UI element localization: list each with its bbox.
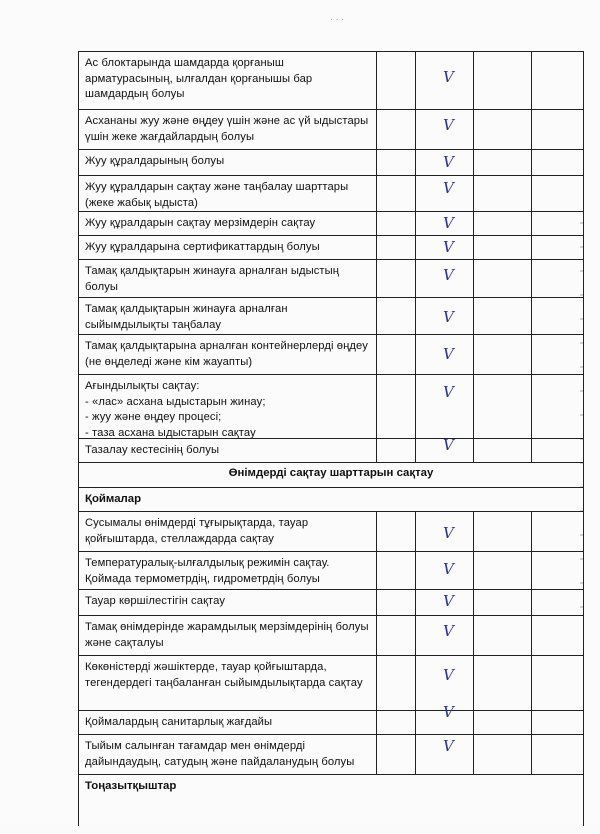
table-row xyxy=(79,259,583,297)
check-mark: V xyxy=(443,622,454,640)
subsection-title: Қоймалар xyxy=(85,493,142,505)
table-row xyxy=(79,438,583,462)
table-row xyxy=(79,149,583,175)
table-row xyxy=(79,297,583,334)
section-header-row xyxy=(79,462,583,487)
table-row xyxy=(79,615,583,655)
row-text: Жуу құралдарының болуы xyxy=(85,155,225,167)
row-text: Көкөністерді жәшіктерде, тауар қойғыштарда, тегендердегі таңбаланған сыйымдылықтарда сақтау xyxy=(85,661,363,689)
check-mark: V xyxy=(443,345,454,363)
row-text: Сусымалы өнімдерді тұғырықтарда, тауар қойғыштарда, стеллаждарда сақтау xyxy=(85,517,309,545)
check-mark: V xyxy=(443,560,454,578)
row-text: Жуу құралдарына сертификаттардың болуы xyxy=(85,241,320,253)
table-row xyxy=(79,334,583,374)
check-mark: V xyxy=(443,436,454,454)
check-mark: V xyxy=(443,68,454,86)
check-mark: V xyxy=(443,214,454,232)
check-mark: V xyxy=(443,666,454,684)
table-row xyxy=(79,734,583,774)
table-row xyxy=(79,51,583,109)
check-mark: V xyxy=(443,153,454,171)
table-row xyxy=(79,511,583,551)
table-row xyxy=(79,655,583,710)
check-mark: V xyxy=(443,383,454,401)
checklist-table xyxy=(78,51,584,826)
row-text: Ас блоктарында шамдарда қорғаныш арматурасының, ылғалдан қорғанышы бар шамдардың болуы xyxy=(85,57,313,100)
table-row xyxy=(79,551,583,589)
table-row xyxy=(79,235,583,259)
table-row xyxy=(79,109,583,149)
table-row xyxy=(79,703,583,734)
row-text: Тыйым салынған тағамдар мен өнімдерді дайындаудың, сатудың және пайдаланудың болуы xyxy=(85,740,355,768)
subsection-row xyxy=(79,774,583,834)
row-text: Асхананы жуу және өңдеу үшін және ас үй ыдыстары үшін жеке жағдайлардың болуы xyxy=(85,115,369,143)
check-mark: V xyxy=(443,737,454,755)
row-text: Тамақ қалдықтарын жинауға арналған сыйымдылықты таңбалау xyxy=(85,303,288,331)
check-mark: V xyxy=(443,238,454,256)
table-row xyxy=(79,374,583,438)
row-text: Жуу құралдарын сақтау мерзімдерін сақтау xyxy=(85,217,316,229)
table-row xyxy=(79,589,583,615)
row-text: Температуралық-ылғалдылық режимін сақтау. Қоймада термометрдің, гидрометрдің болуы xyxy=(85,557,330,585)
row-text: Жуу құралдарын сақтау және таңбалау шарттары (жеке жабық ыдыста) xyxy=(85,181,349,209)
check-mark: V xyxy=(443,116,454,134)
check-mark: V xyxy=(443,703,454,721)
check-mark: V xyxy=(443,592,454,610)
subsection-row xyxy=(79,487,583,511)
row-text: Тазалау кестесінің болуы xyxy=(85,444,220,456)
check-mark: V xyxy=(443,179,454,197)
table-row xyxy=(79,211,583,235)
row-text: Тамақ өнімдерінде жарамдылық мерзімдерінің болуы және сақталуы xyxy=(85,621,369,649)
section-title: Өнімдерді сақтау шарттарын сақтау xyxy=(228,467,434,479)
row-text: Тамақ қалдықтарын жинауға арналған ыдыстың болуы xyxy=(85,265,340,293)
check-mark: V xyxy=(443,524,454,542)
row-text: Қоймалардың санитарлық жағдайы xyxy=(85,716,273,728)
row-text: Ағындылықты сақтау: - «лас» асхана ыдыстарын жинау; - жуу және өңдеу процесі; - таза асхана ыдыстарын сақтау xyxy=(85,380,266,439)
row-text: Тауар көршілестігін сақтау xyxy=(85,595,226,607)
subsection-title: Тоңазытқыштар xyxy=(85,780,177,792)
check-mark: V xyxy=(443,308,454,326)
scan-mark: · · · xyxy=(330,14,344,24)
row-text: Тамақ қалдықтарына арналған контейнерлерді өңдеу (не өңделеді және кім жауапты) xyxy=(85,340,368,368)
check-mark: V xyxy=(443,266,454,284)
table-row xyxy=(79,175,583,211)
